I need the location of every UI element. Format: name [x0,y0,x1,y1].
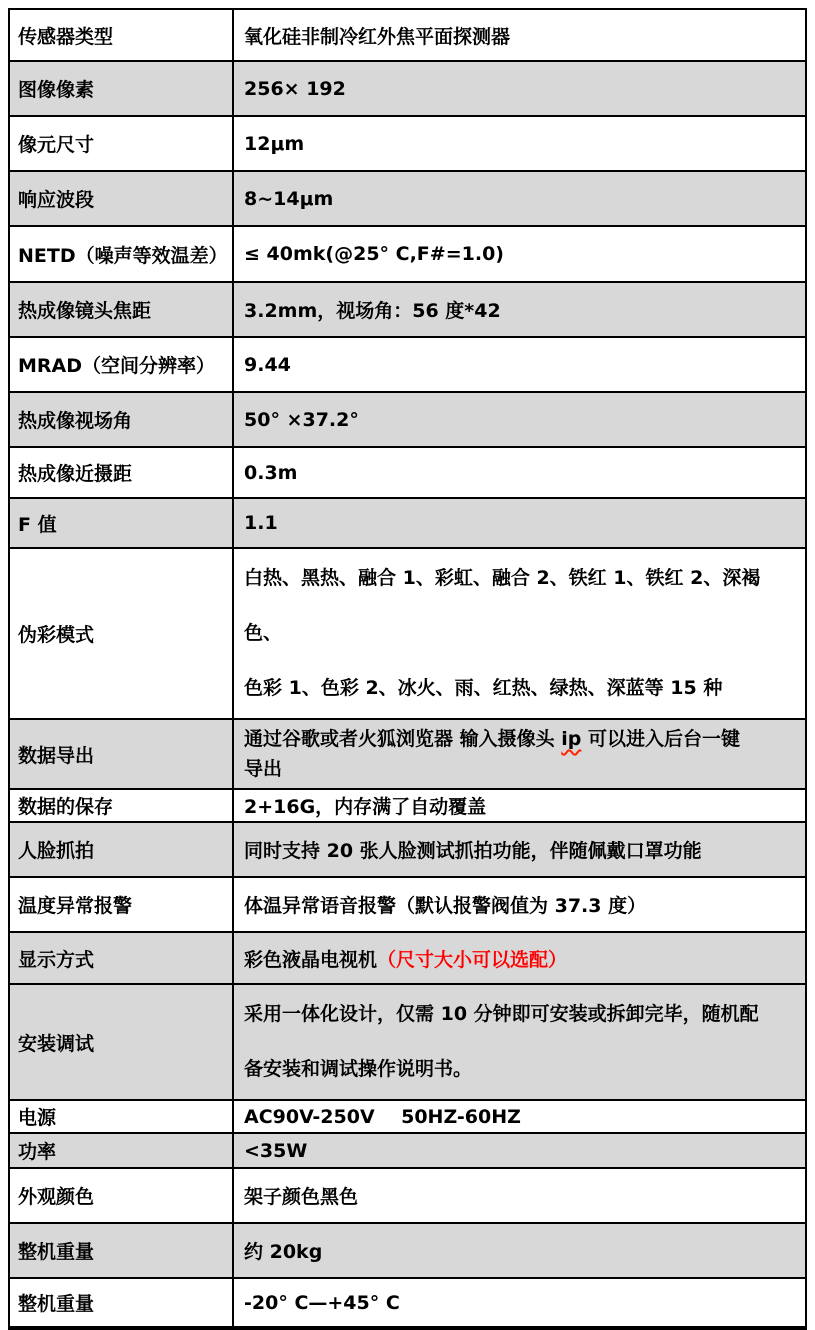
value-text: 0.3m [244,461,298,484]
value-text: 氧化硅非制冷红外焦平面探测器 [244,25,511,48]
spec-label-cell: 整机重量 [9,1278,233,1328]
value-text: 9.44 [244,353,291,376]
table-row [9,719,806,789]
spec-value-cell [233,226,806,282]
value-text: 备安装和调试操作说明书。 [244,1058,473,1080]
table-row [9,789,806,822]
table-row [9,1100,806,1133]
spec-table [8,8,807,1330]
spec-label-cell: MRAD（空间分辨率） [9,337,233,392]
value-text: 256× 192 [244,77,346,100]
spellcheck-wavy-text: ip [561,728,582,750]
table-row [9,116,806,171]
value-text: 可以进入后台一键 [581,728,740,750]
spec-value-cell [233,984,806,1100]
spec-label-cell: NETD（噪声等效温差） [9,226,233,282]
spec-label-cell: 热成像视场角 [9,392,233,447]
table-row [9,282,806,337]
table-row [9,171,806,226]
table-row [9,1168,806,1223]
spec-value-cell [233,392,806,447]
value-text: 架子颜色黑色 [244,1186,359,1208]
spec-value-cell [233,789,806,822]
spec-value-cell [233,822,806,877]
spec-value-cell [233,498,806,548]
value-text: AC90V-250V 50HZ-60HZ [244,1105,521,1128]
spec-value-cell [233,719,806,789]
value-text: 同时支持 20 张人脸测试抓拍功能，伴随佩戴口罩功能 [244,840,702,862]
spec-value-cell [233,116,806,171]
value-text: 1.1 [244,512,278,534]
value-text: 2+16G，内存满了自动覆盖 [244,796,487,818]
spec-label-cell: 像元尺寸 [9,116,233,171]
value-text: 体温异常语音报警（默认报警阀值为 37.3 度） [244,895,647,917]
spec-value-cell [233,282,806,337]
value-text: 约 20kg [244,1241,323,1263]
spec-label-cell: 响应波段 [9,171,233,226]
table-row [9,1133,806,1168]
value-text: 白热、黑热、融合 1、彩虹、融合 2、铁红 1、铁红 2、深褐色、 [244,567,761,644]
value-text: 彩色液晶电视机 [244,948,378,971]
spec-value-cell [233,171,806,226]
spec-value-cell [233,1168,806,1223]
table-row [9,9,806,61]
value-text: 色彩 1、色彩 2、冰火、雨、红热、绿热、深蓝等 15 种 [244,677,723,699]
value-text: 12μm [244,132,305,155]
spec-value-cell [233,548,806,719]
spec-value-cell [233,1133,806,1168]
spec-label-cell: 电源 [9,1100,233,1133]
red-highlight-text: （尺寸大小可以选配） [377,948,568,971]
spec-label-cell: 功率 [9,1133,233,1168]
spec-value-cell [233,1100,806,1133]
spec-label-cell: 整机重量 [9,1223,233,1278]
value-text: 导出 [244,758,283,780]
spec-label-cell: 温度异常报警 [9,877,233,932]
spec-label-cell: 安装调试 [9,984,233,1100]
spec-label-cell: 外观颜色 [9,1168,233,1223]
table-row [9,392,806,447]
table-row [9,822,806,877]
spec-label-cell: 显示方式 [9,932,233,984]
spec-value-cell [233,932,806,984]
spec-label-cell: 伪彩模式 [9,548,233,719]
spec-label-cell: 数据的保存 [9,789,233,822]
table-row [9,548,806,719]
spec-value-cell [233,9,806,61]
table-row [9,877,806,932]
table-row [9,226,806,282]
value-text: 3.2mm，视场角：56 度*42 [244,300,501,322]
value-text: -20° C—+45° C [244,1291,400,1314]
spec-label-cell: 人脸抓拍 [9,822,233,877]
table-row [9,447,806,498]
value-text: <35W [244,1139,308,1162]
table-row [9,984,806,1100]
spec-value-cell [233,1278,806,1328]
spec-label-cell: F 值 [9,498,233,548]
spec-label-cell: 图像像素 [9,61,233,116]
spec-value-cell [233,61,806,116]
spec-label-cell: 数据导出 [9,719,233,789]
spec-table-body [9,9,806,1328]
table-row [9,337,806,392]
table-row [9,498,806,548]
spec-label-cell: 热成像近摄距 [9,447,233,498]
value-text: 通过谷歌或者火狐浏览器 输入摄像头 [244,728,562,750]
table-row [9,61,806,116]
spec-label-cell: 热成像镜头焦距 [9,282,233,337]
value-text: 50° ×37.2° [244,408,359,431]
spec-value-cell [233,337,806,392]
table-row [9,932,806,984]
value-text: 采用一体化设计，仅需 10 分钟即可安装或拆卸完毕，随机配 [244,1003,759,1025]
value-text: 8~14μm [244,187,334,210]
spec-value-cell [233,877,806,932]
spec-value-cell [233,447,806,498]
table-row [9,1278,806,1328]
value-text: ≤ 40mk(@25° C,F#=1.0) [244,243,504,265]
spec-label-cell: 传感器类型 [9,9,233,61]
